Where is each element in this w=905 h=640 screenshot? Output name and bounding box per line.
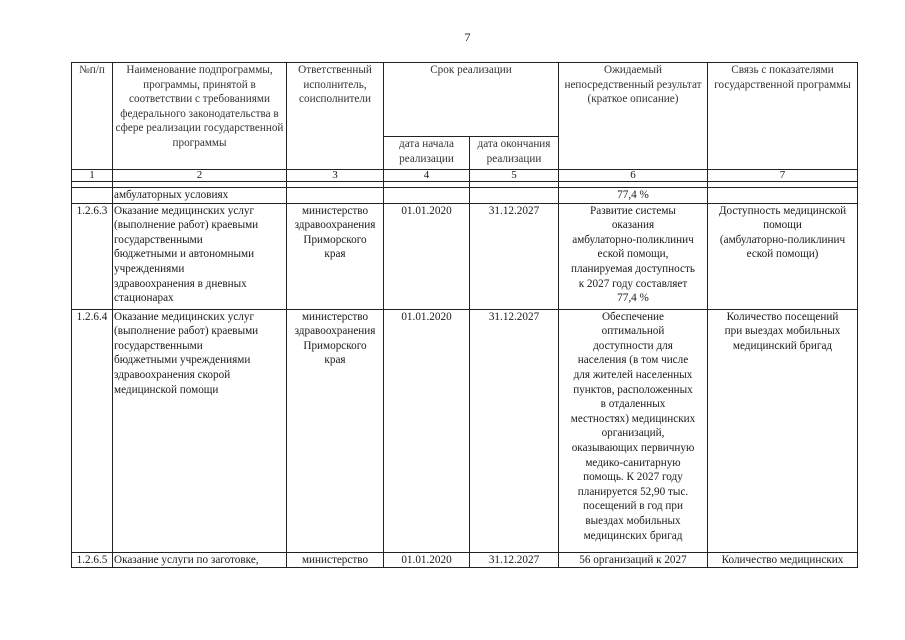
row-number: 1.2.6.4	[72, 309, 113, 552]
column-number: 7	[708, 170, 858, 182]
row-name: Оказание медицинских услуг (выполнение работ) краевыми государственными бюджетными и автономными учреждениями здравоохранения в дневных стационарах	[113, 203, 287, 309]
row-executor: министерство	[287, 552, 384, 568]
row-end-date	[470, 188, 559, 204]
table-row	[72, 309, 858, 552]
row-executor: министерство здравоохранения Приморского края	[287, 203, 384, 309]
program-table	[71, 62, 858, 568]
table-row	[72, 188, 858, 204]
column-number: 6	[559, 170, 708, 182]
row-start-date: 01.01.2020	[384, 552, 470, 568]
row-link	[708, 188, 858, 204]
row-link: Количество посещений при выездах мобильных медицинский бригад	[708, 309, 858, 552]
row-link: Количество медицинских	[708, 552, 858, 568]
page-number: 7	[464, 30, 471, 44]
row-name: Оказание медицинских услуг (выполнение работ) краевыми государственными бюджетными учреждениями здравоохранения скорой медицинской помощи	[113, 309, 287, 552]
row-result: Развитие системы оказания амбулаторно-поликлинич еской помощи, планируемая доступность к 2027 году составляет 77,4 %	[559, 203, 708, 309]
row-executor	[287, 188, 384, 204]
row-executor: министерство здравоохранения Приморского края	[287, 309, 384, 552]
column-number: 1	[72, 170, 113, 182]
header-col-link: Связь с показателями государственной программы	[708, 63, 858, 170]
column-number: 4	[384, 170, 470, 182]
header-col-end: дата окончания реализации	[470, 137, 559, 170]
row-number: 1.2.6.5	[72, 552, 113, 568]
column-number: 3	[287, 170, 384, 182]
header-col-start: дата начала реализации	[384, 137, 470, 170]
row-end-date: 31.12.2027	[470, 552, 559, 568]
column-number: 5	[470, 170, 559, 182]
row-end-date: 31.12.2027	[470, 309, 559, 552]
row-result: 56 организаций к 2027	[559, 552, 708, 568]
header-col-result: Ожидаемый непосредственный результат (краткое описание)	[559, 63, 708, 170]
table-row	[72, 552, 858, 568]
table-row	[72, 203, 858, 309]
header-col-executor: Ответственный исполнитель, соисполнители	[287, 63, 384, 170]
column-numbers-row	[72, 170, 858, 182]
row-number: 1.2.6.3	[72, 203, 113, 309]
header-col-name: Наименование подпрограммы, программы, принятой в соответствии с требованиями федерального законодательства в сфере реализации государственной программы	[113, 63, 287, 170]
row-name: амбулаторных условиях	[113, 188, 287, 204]
row-end-date: 31.12.2027	[470, 203, 559, 309]
row-start-date: 01.01.2020	[384, 309, 470, 552]
header-col-term: Срок реализации	[384, 63, 559, 137]
row-start-date: 01.01.2020	[384, 203, 470, 309]
row-result: Обеспечение оптимальной доступности для населения (в том числе для жителей населенных пунктов, расположенных в отдаленных местностях) медицинских организаций, оказывающих первичную медико-санитарную помощь. К 2027 году планируется 52,90 тыс. посещений в год при выездах мобильных медицинских бригад	[559, 309, 708, 552]
column-number: 2	[113, 170, 287, 182]
row-number	[72, 188, 113, 204]
row-link: Доступность медицинской помощи (амбулаторно-поликлинич еской помощи)	[708, 203, 858, 309]
row-name: Оказание услуги по заготовке,	[113, 552, 287, 568]
header-row	[72, 63, 858, 137]
header-col-number: №п/п	[72, 63, 113, 170]
row-start-date	[384, 188, 470, 204]
row-result: 77,4 %	[559, 188, 708, 204]
